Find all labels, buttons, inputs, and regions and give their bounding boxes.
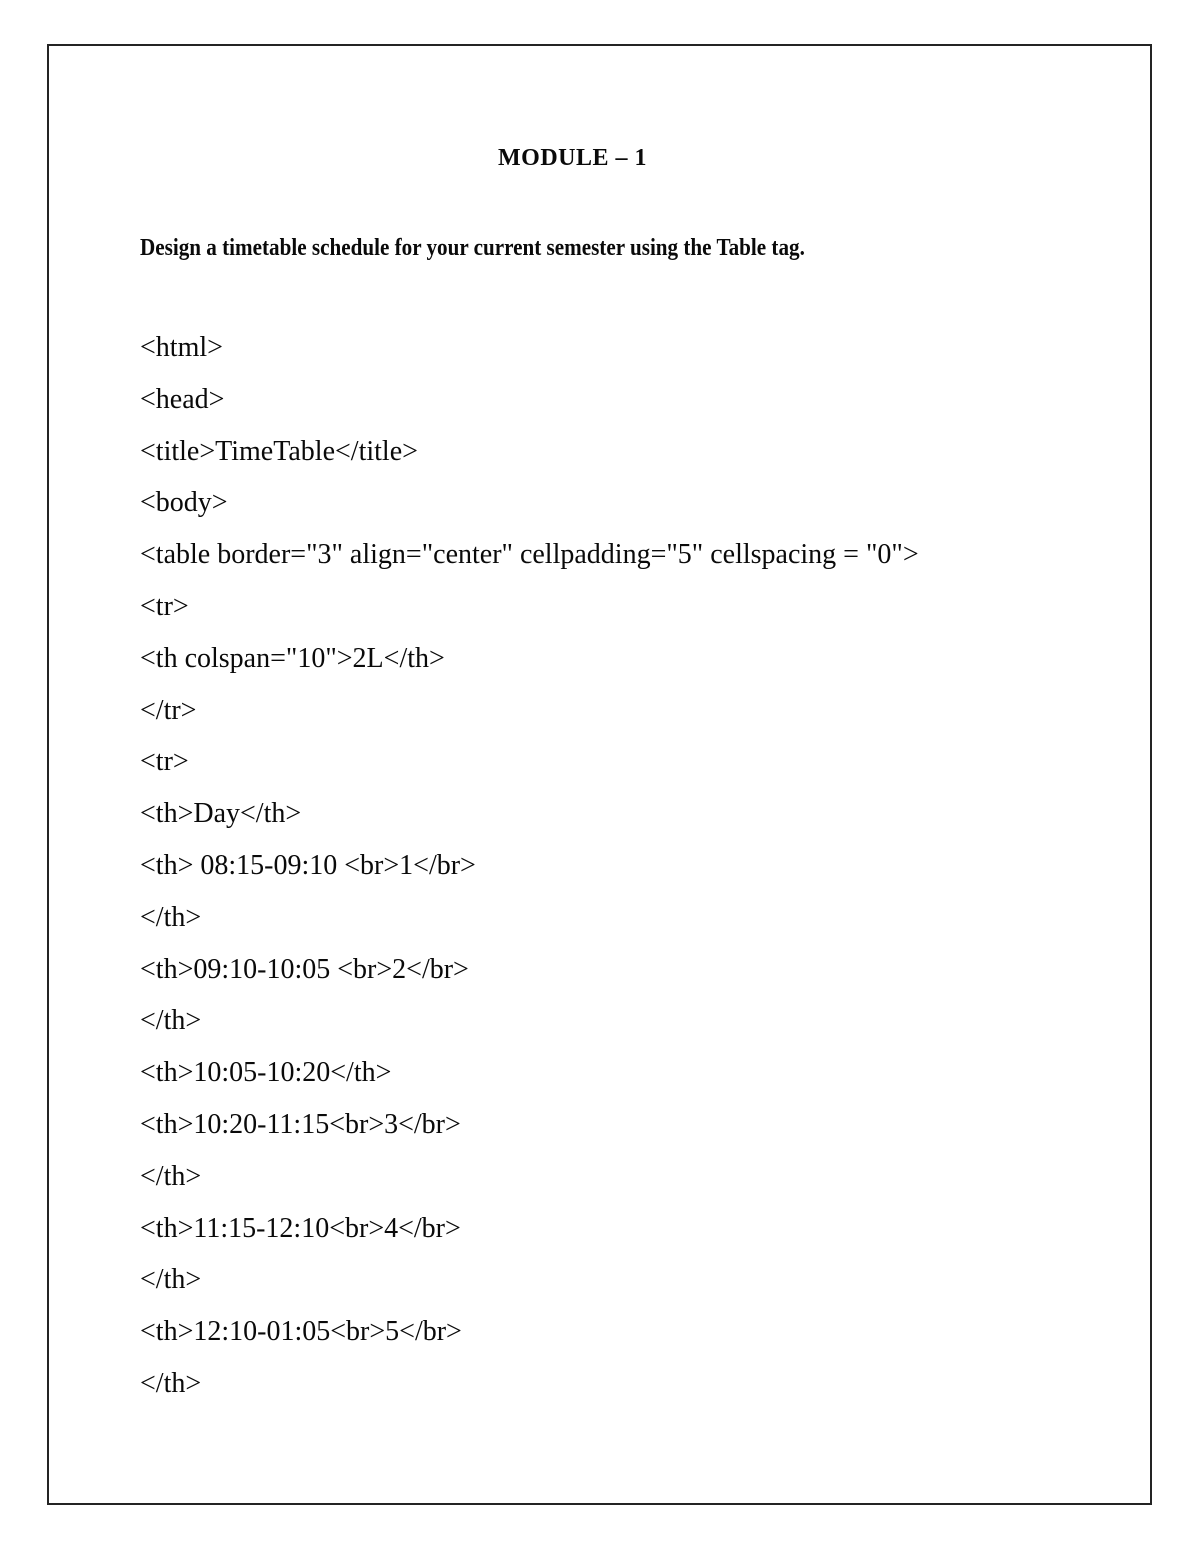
code-line: </th> (140, 1367, 202, 1399)
code-line: </tr> (140, 694, 197, 726)
code-line: <tr> (140, 590, 189, 622)
code-line: <table border="3" align="center" cellpadding="5" cellspacing = "0"> (140, 539, 919, 571)
code-line: <th colspan="10">2L</th> (140, 642, 445, 674)
code-line: <th>10:20-11:15<br>3</br> (140, 1108, 461, 1140)
code-line: <th> 08:15-09:10 <br>1</br> (140, 849, 476, 881)
code-line: <th>11:15-12:10<br>4</br> (140, 1212, 461, 1244)
code-line: </th> (140, 1264, 202, 1296)
code-listing (140, 322, 1140, 1410)
code-line: </th> (140, 901, 202, 933)
code-line: <th>10:05-10:20</th> (140, 1057, 392, 1089)
code-line: </th> (140, 1005, 202, 1037)
code-line: <head> (140, 383, 225, 415)
code-line: </th> (140, 1160, 202, 1192)
code-line: <th>Day</th> (140, 798, 302, 830)
assignment-prompt: Design a timetable schedule for your current semester using the Table tag. (140, 235, 805, 261)
code-line: <th>09:10-10:05 <br>2</br> (140, 953, 469, 985)
code-line: <tr> (140, 746, 189, 778)
page-title: MODULE – 1 (498, 145, 647, 171)
code-line: <title>TimeTable</title> (140, 435, 418, 467)
code-line: <body> (140, 487, 228, 519)
code-line: <html> (140, 332, 223, 363)
code-line: <th>12:10-01:05<br>5</br> (140, 1316, 462, 1348)
